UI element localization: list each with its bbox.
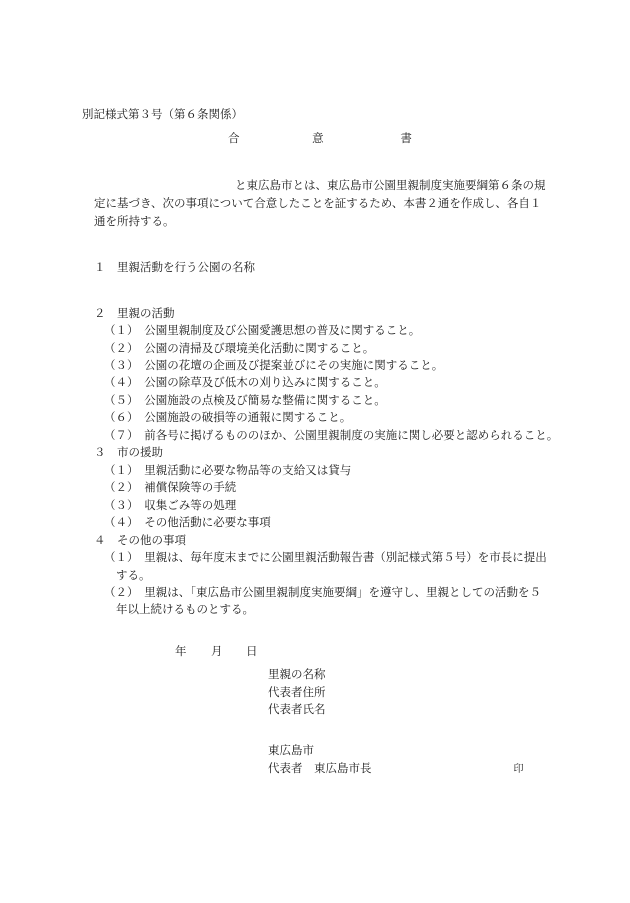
section-3-item-2: （２） 補償保険等の手続 bbox=[104, 480, 237, 494]
section-4-heading: ４ その他の事項 bbox=[94, 533, 186, 547]
section-2-heading: ２ 里親の活動 bbox=[94, 306, 175, 320]
intro-line-1: と東広島市とは、東広島市公園里親制度実施要綱第６条の規 bbox=[235, 178, 546, 192]
date-year: 年 bbox=[175, 644, 187, 658]
section-2-item-5: （５） 公園施設の点検及び簡易な整備に関すること。 bbox=[104, 393, 386, 407]
intro-line-3: 通を所持する。 bbox=[94, 214, 175, 228]
section-1-heading: １ 里親活動を行う公園の名称 bbox=[94, 260, 255, 274]
section-2-item-7: （７） 前各号に掲げるもののほか、公園里親制度の実施に関し必要と認められること。 bbox=[104, 428, 559, 442]
section-3-item-4: （４） その他活動に必要な事項 bbox=[104, 515, 271, 529]
representative-name-label: 代表者氏名 bbox=[268, 702, 326, 716]
satooya-name-label: 里親の名称 bbox=[268, 667, 326, 681]
section-4-item-2-line-2: 年以上続けるものとする。 bbox=[116, 602, 254, 616]
section-4-item-1-line-2: する。 bbox=[116, 568, 151, 582]
document-title bbox=[228, 130, 412, 147]
section-2-item-2: （２） 公園の清掃及び環境美化活動に関すること。 bbox=[104, 341, 375, 355]
title-char-2: 意 bbox=[312, 131, 324, 145]
intro-line-2: 定に基づき、次の事項について合意したことを証するため、本書２通を作成し、各自１ bbox=[94, 196, 542, 210]
city-label: 東広島市 bbox=[268, 743, 314, 757]
title-char-3: 書 bbox=[400, 131, 412, 145]
title-char-1: 合 bbox=[228, 131, 240, 145]
seal-mark bbox=[512, 760, 525, 777]
date-day: 日 bbox=[246, 644, 258, 658]
section-4-item-1-line-1: （１） 里親は、毎年度末までに公園里親活動報告書（別記様式第５号）を市長に提出 bbox=[104, 550, 547, 564]
section-4-item-2-line-1: （２） 里親は、「東広島市公園里親制度実施要綱」を遵守し、里親としての活動を５ bbox=[104, 585, 541, 599]
section-3-item-3: （３） 収集ごみ等の処理 bbox=[104, 498, 237, 512]
date-month: 月 bbox=[211, 644, 223, 658]
form-label: 別記様式第３号（第６条関係） bbox=[82, 107, 243, 121]
section-3-heading: ３ 市の援助 bbox=[94, 445, 163, 459]
section-2-item-1: （１） 公園里親制度及び公園愛護思想の普及に関すること。 bbox=[104, 323, 421, 337]
section-2-item-3: （３） 公園の花壇の企画及び提案並びにその実施に関すること。 bbox=[104, 358, 444, 372]
seal-icon: 印 bbox=[513, 764, 524, 775]
section-2-item-4: （４） 公園の除草及び低木の刈り込みに関すること。 bbox=[104, 375, 386, 389]
section-3-item-1: （１） 里親活動に必要な物品等の支給又は貸与 bbox=[104, 463, 352, 477]
city-representative-label: 代表者 東広島市長 bbox=[268, 761, 372, 775]
representative-address-label: 代表者住所 bbox=[268, 685, 326, 699]
section-2-item-6: （６） 公園施設の破損等の通報に関すること。 bbox=[104, 410, 352, 424]
